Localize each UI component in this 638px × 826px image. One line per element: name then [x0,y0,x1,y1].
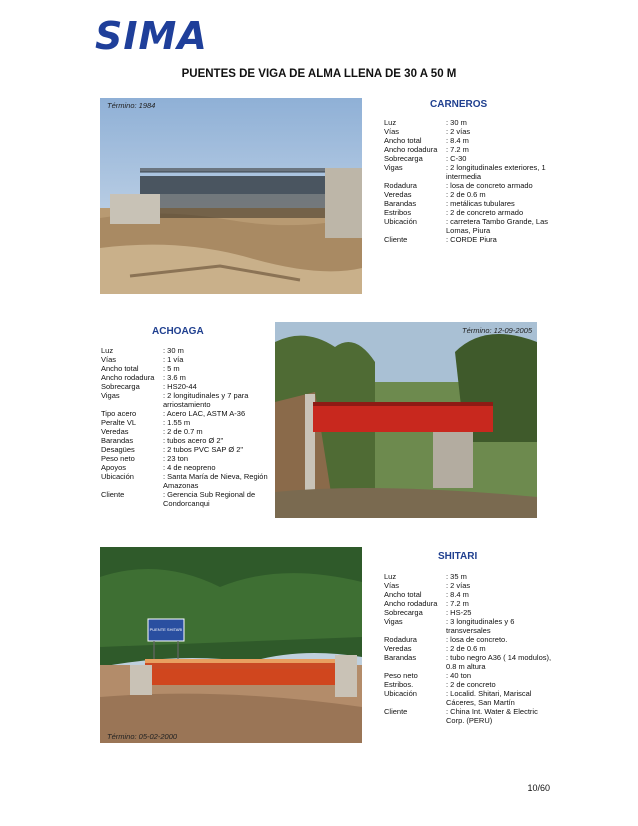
spec-value: : metálicas tubulares [446,199,515,208]
spec-value: : 2 de 0.6 m [446,190,486,199]
spec-value: : 5 m [163,364,180,373]
spec-row [101,463,271,472]
spec-label: Barandas [101,436,134,445]
spec-label: Sobrecarga [384,154,423,163]
spec-label: Ubicación [384,217,417,226]
spec-value: : 2 longitudinales exteriores, 1 intermedia [446,163,546,181]
spec-row [384,599,552,608]
spec-label: Veredas [384,190,412,199]
spec-label: Ubicación [384,689,417,698]
spec-row [384,199,552,208]
spec-value: : 23 ton [163,454,189,463]
spec-value: : Gerencia Sub Regional de Condorcanqui [163,490,256,508]
spec-value: : Acero LAC, ASTM A-36 [163,409,246,418]
achoaga-photo [275,322,537,518]
spec-value: : 1 vía [163,355,184,364]
spec-value: : 2 de 0.7 m [163,427,203,436]
spec-label: Barandas [384,199,417,208]
spec-label: Vigas [384,163,403,172]
spec-label: Cliente [384,235,408,244]
spec-label: Ancho total [384,590,422,599]
spec-label: Sobrecarga [101,382,140,391]
spec-label: Luz [101,346,114,355]
spec-value: : 2 vías [446,127,471,136]
spec-row [101,373,271,382]
spec-row [101,454,271,463]
spec-label: Ancho total [101,364,139,373]
spec-value: : 30 m [163,346,184,355]
spec-row [101,382,271,391]
spec-value: : 2 de concreto [446,680,496,689]
shitari-heading: SHITARI [438,551,478,562]
carneros-photo [100,98,362,294]
spec-label: Cliente [101,490,125,499]
spec-label: Barandas [384,653,417,662]
spec-row [384,617,552,635]
spec-label: Peso neto [101,454,135,463]
spec-row [101,364,271,373]
spec-label: Apoyos [101,463,127,472]
spec-label: Ubicación [101,472,134,481]
spec-label: Rodadura [384,635,417,644]
shitari-photo [100,547,362,743]
spec-label: Tipo acero [101,409,137,418]
sima-logo: SIMA [95,14,208,58]
spec-label: Veredas [384,644,412,653]
spec-label: Vías [384,127,400,136]
spec-value: : 2 vías [446,581,471,590]
spec-value: : 35 m [446,572,467,581]
spec-row [384,127,552,136]
spec-row [384,235,552,244]
spec-label: Vías [101,355,117,364]
spec-row [101,391,271,409]
spec-row [384,217,552,235]
spec-row [384,136,552,145]
spec-value: : losa de concreto armado [446,181,533,190]
spec-value: : 8.4 m [446,136,469,145]
spec-row [384,581,552,590]
spec-value: : Santa María de Nieva, Región Amazonas [163,472,268,490]
spec-row [101,409,271,418]
spec-value: : C-30 [446,154,467,163]
spec-row [101,427,271,436]
achoaga-heading: ACHOAGA [152,326,204,337]
spec-value: : China Int. Water & Electric Corp. (PERU) [446,707,538,725]
spec-label: Estribos [384,208,412,217]
spec-label: Luz [384,118,397,127]
spec-label: Ancho rodadura [384,145,438,154]
shitari-term-date: Término: 05-02-2000 [107,732,178,741]
spec-label: Rodadura [384,181,417,190]
spec-label: Cliente [384,707,408,716]
spec-row [384,118,552,127]
spec-value: : HS20-44 [163,382,197,391]
spec-label: Ancho rodadura [101,373,155,382]
achoaga-spec-table [101,346,271,508]
spec-value: : 2 longitudinales y 7 para arriostamiento [163,391,249,409]
spec-value: : losa de concreto. [446,635,508,644]
spec-row [384,644,552,653]
spec-value: : carretera Tambo Grande, Las Lomas, Piura [446,217,548,235]
achoaga-term-date: Término: 12-09-2005 [462,326,533,335]
spec-row [101,436,271,445]
spec-value: : HS-25 [446,608,472,617]
spec-label: Sobrecarga [384,608,423,617]
spec-value: : 1.55 m [163,418,191,427]
shitari-sign-text: PUENTE SHITARI [149,627,183,632]
spec-row [101,472,271,490]
page-title: PUENTES DE VIGA DE ALMA LLENA DE 30 A 50 M [181,68,457,80]
carneros-term-date: Término: 1984 [107,101,156,110]
spec-value: : 3 longitudinales y 6 transversales [446,617,515,635]
spec-label: Luz [384,572,397,581]
page-number: 10/60 [527,783,550,793]
spec-row [384,190,552,199]
spec-value: : 8.4 m [446,590,469,599]
spec-row [384,653,552,671]
spec-row [384,680,552,689]
spec-row [384,208,552,217]
spec-row [384,154,552,163]
spec-value: : Localid. Shitari, Mariscal Cáceres, San Martín [446,689,532,707]
spec-row [384,635,552,644]
spec-label: Ancho rodadura [384,599,438,608]
spec-value: : 2 de concreto armado [446,208,524,217]
spec-row [384,572,552,581]
spec-row [384,671,552,680]
spec-row [384,689,552,707]
carneros-spec-table [384,118,552,244]
spec-row [101,490,271,508]
spec-label: Vías [384,581,400,590]
spec-label: Estribos. [384,680,414,689]
spec-row [101,346,271,355]
spec-label: Ancho total [384,136,422,145]
spec-value: : tubo negro A36 ( 14 modulos), 0.8 m altura [446,653,552,671]
spec-value: : tubos acero Ø 2" [163,436,224,445]
spec-value: : CORDE Piura [446,235,497,244]
spec-row [384,608,552,617]
spec-row [101,418,271,427]
spec-value: : 2 de 0.6 m [446,644,486,653]
spec-value: : 4 de neopreno [163,463,216,472]
spec-value: : 7.2 m [446,145,469,154]
spec-value: : 2 tubos PVC SAP Ø 2" [163,445,244,454]
spec-row [384,181,552,190]
spec-value: : 3.6 m [163,373,186,382]
spec-label: Peralte VL [101,418,137,427]
spec-row [101,445,271,454]
spec-row [384,163,552,181]
spec-label: Vigas [101,391,120,400]
spec-row [384,707,552,725]
shitari-spec-table [384,572,552,725]
spec-label: Desagües [101,445,135,454]
spec-label: Veredas [101,427,129,436]
spec-label: Vigas [384,617,403,626]
spec-label: Peso neto [384,671,418,680]
spec-value: : 7.2 m [446,599,469,608]
spec-row [384,145,552,154]
spec-value: : 30 m [446,118,467,127]
carneros-heading: CARNEROS [430,99,488,110]
spec-row [101,355,271,364]
spec-row [384,590,552,599]
spec-value: : 40 ton [446,671,472,680]
